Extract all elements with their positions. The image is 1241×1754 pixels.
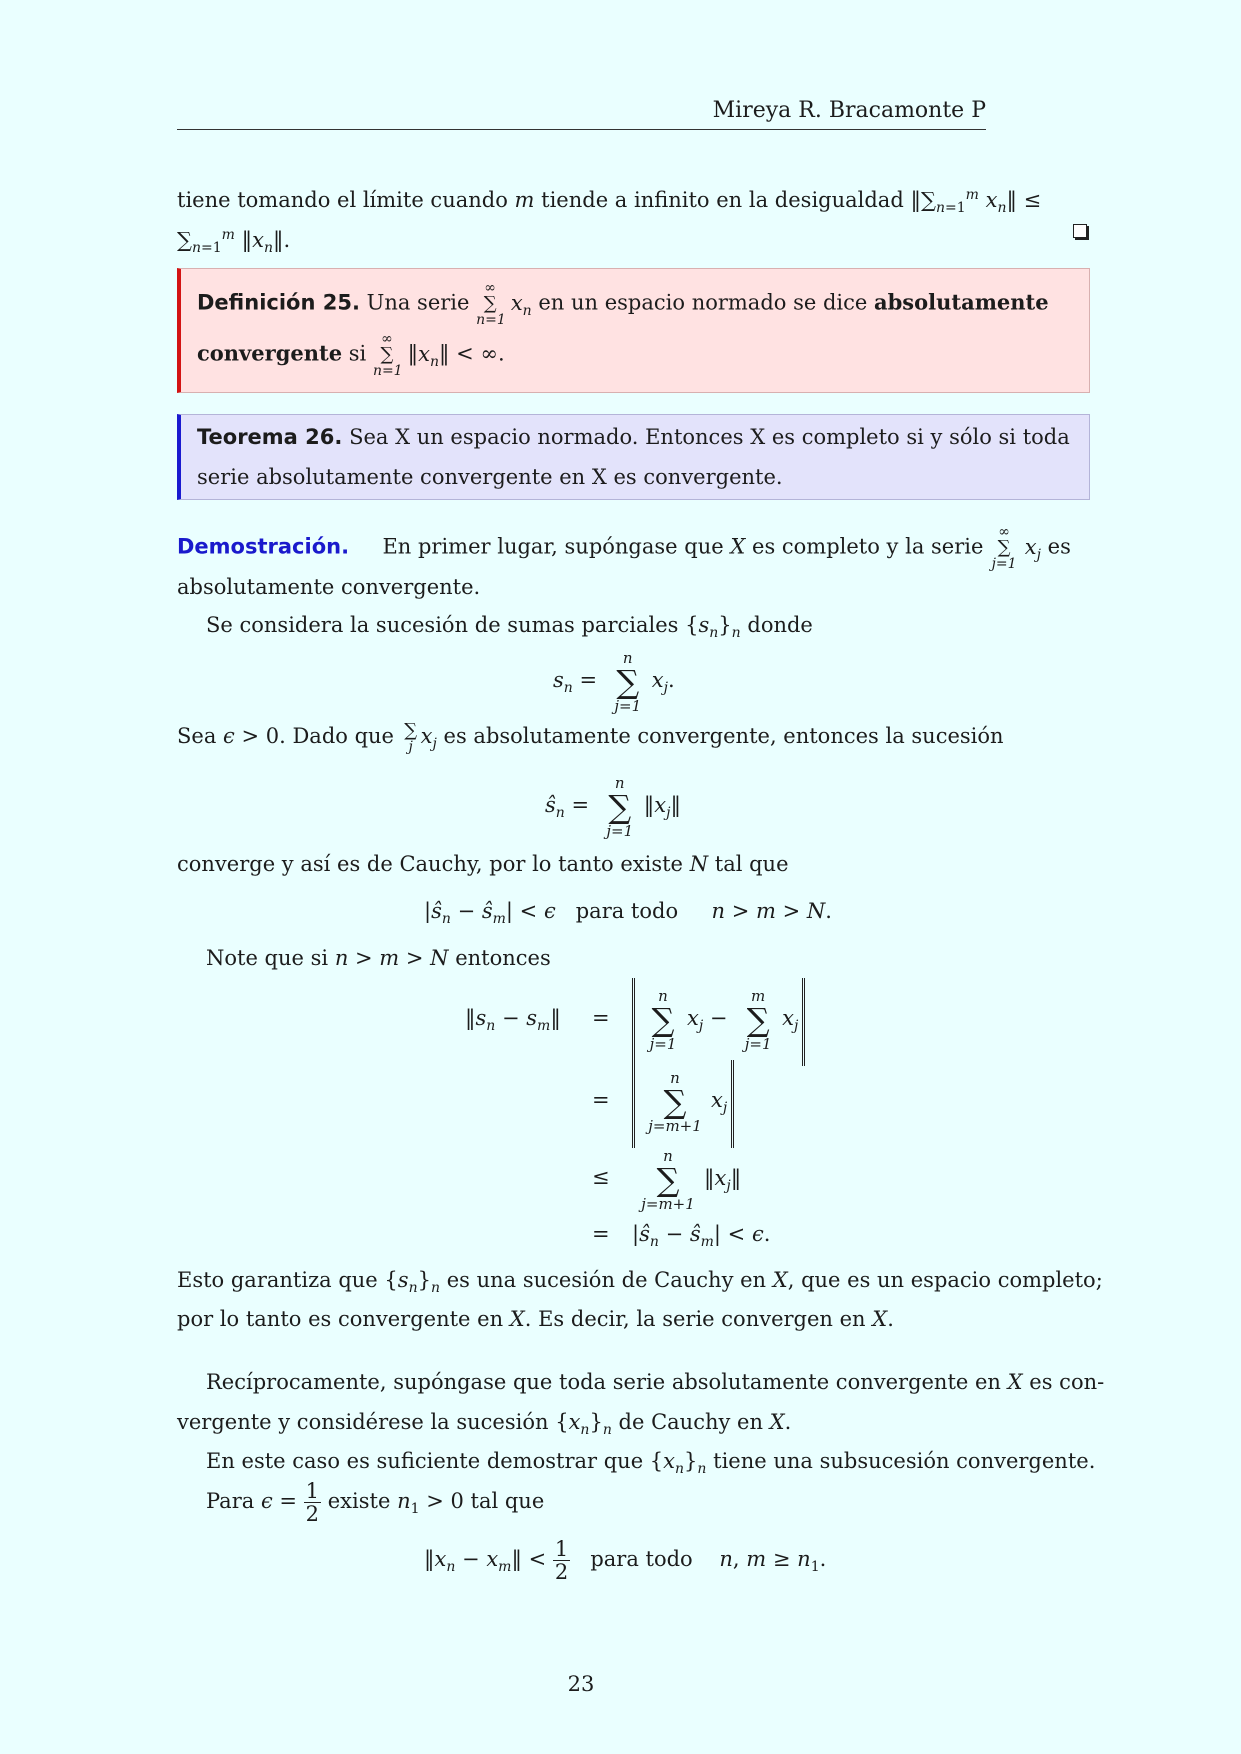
proof-text: converge y así es de Cauchy, por lo tanto existe — [177, 852, 683, 876]
intro-line-2: $\sum_{n=1}^m$ $‖x_n‖$. — [177, 227, 291, 257]
definition-bold-2: convergente — [197, 340, 343, 366]
sum-symbol: ∞ ∑ n=1 — [476, 280, 506, 328]
proof-line-8: por lo tanto es convergente en X. Es decir, la serie convergen en X. — [177, 1307, 894, 1331]
proof-text: tal que — [470, 1489, 545, 1513]
proof-text: tiene una subsucesión convergente. — [713, 1449, 1096, 1473]
proof-text: de Cauchy en — [618, 1410, 763, 1434]
definition-line-1: Definición 25. Una serie ∞ ∑ n=1 $x_n$ en un espacio normado se dice absolutamente — [197, 280, 1049, 328]
fraction-one-half: $\frac{1}{2}$ — [305, 1479, 320, 1526]
proof-text: Dado que — [292, 724, 394, 748]
proof-line-5: converge y así es de Cauchy, por lo tanto existe N tal que — [177, 852, 789, 876]
proof-text: Sea — [177, 724, 217, 748]
intro-text: tiene tomando el límite cuando — [177, 188, 508, 212]
proof-text: es absolutamente convergente, entonces la sucesión — [443, 724, 1004, 748]
proof-text: tal que — [714, 852, 789, 876]
sum-symbol: m ∑ j=1 — [744, 986, 772, 1053]
intro-inequality: $‖\sum_{n=1}^m$ $x_n‖$ ≤ — [910, 187, 1042, 217]
proof-text: Se considera la sucesión de sumas parciales — [206, 613, 679, 637]
theorem-line-1 — [197, 417, 1070, 457]
proof-text: En primer lugar, supóngase que — [382, 534, 724, 559]
proof-text: es con- — [1029, 1370, 1105, 1394]
proof-text: . Es decir, la serie convergen en — [524, 1307, 866, 1331]
proof-line-10: vergente y considérese la sucesión $\{x_n\}_n$ de Cauchy en X. — [177, 1410, 792, 1439]
equation-text: para todo — [590, 1547, 693, 1571]
proof-text: es completo y la serie — [752, 534, 984, 559]
proof-label: Demostración. — [177, 534, 350, 559]
align-rhs-2 — [632, 1060, 734, 1148]
definition-text-a: Una serie — [366, 290, 470, 315]
align-rhs-4: $|ŝ_n$ − $ŝ_m| < \epsilon$. — [632, 1222, 771, 1251]
align-eq-2: = — [592, 1088, 610, 1112]
sum-symbol: n ∑ j=1 — [614, 648, 642, 715]
qed-square-icon — [1073, 224, 1087, 238]
theorem-label: Teorema 26. — [197, 425, 343, 449]
theorem-text-1: Sea X un espacio normado. Entonces X es completo si y sólo si toda — [349, 425, 1070, 449]
definition-text-c: si — [348, 341, 367, 366]
proof-text: existe — [327, 1489, 391, 1513]
page-number: 23 — [567, 1672, 595, 1696]
proof-text: Recíprocamente, supóngase que toda serie absolutamente convergente en — [206, 1370, 1001, 1394]
norm-bars: n ∑ j=1 $x_j$ − m ∑ j=1 $x_j$ — [632, 978, 805, 1066]
proof-text: donde — [747, 613, 813, 637]
align-eq-4: = — [592, 1222, 610, 1246]
equation-sn: $s_n$ = n ∑ j=1 $x_j$. — [553, 648, 675, 715]
equation-cauchy: $|ŝ_n$ − $ŝ_m| < \epsilon$ para todo n > m > N. — [424, 899, 832, 928]
equation-sn-hat: $ŝ_n$ = n ∑ j=1 $‖x_j‖$ — [545, 773, 681, 840]
header-rule — [177, 129, 986, 130]
align-rhs-3: n ∑ j=m+1 $‖x_j‖$ — [632, 1140, 741, 1224]
proof-text: es una sucesión de Cauchy en — [446, 1268, 767, 1292]
proof-line-7: Esto garantiza que $\{s_n\}_n$ es una sucesión de Cauchy en X, que es un espacio completo; — [177, 1268, 1103, 1297]
proof-line-11: En este caso es suficiente demostrar que $\{x_n\}_n$ tiene una subsucesión convergente. — [206, 1449, 1096, 1478]
proof-text: Para — [206, 1489, 255, 1513]
sum-symbol: n ∑ j=1 — [606, 773, 634, 840]
align-eq-1: = — [592, 1006, 610, 1030]
proof-text: es — [1047, 534, 1071, 559]
proof-text: entonces — [455, 946, 551, 970]
sum-symbol: ∑ j — [404, 719, 418, 755]
running-header: Mireya R. Bracamonte P — [712, 98, 986, 123]
definition-bold-1: absolutamente — [874, 289, 1049, 315]
align-lhs: $‖s_n$ − $s_m‖$ — [465, 1006, 561, 1035]
proof-line-12: Para ϵ = $\frac{1}{2}$ existe $n_1 > 0$ tal que — [206, 1479, 545, 1526]
sum-symbol: ∞ ∑ n=1 — [372, 331, 403, 379]
theorem-box — [177, 414, 1090, 500]
definition-text-b: en un espacio normado se dice — [538, 290, 868, 315]
proof-line-2: absolutamente convergente. — [177, 575, 481, 599]
proof-line-9: Recíprocamente, supóngase que toda serie absolutamente convergente en X es con- — [206, 1370, 1105, 1394]
intro-line-1 — [177, 175, 1090, 228]
align-le-3: ≤ — [592, 1165, 610, 1189]
intro-var-m: m — [514, 188, 535, 212]
proof-text: Esto garantiza que — [177, 1268, 378, 1292]
proof-text: Note que si — [206, 946, 329, 970]
definition-box — [177, 268, 1090, 393]
sum-symbol: n ∑ j=1 — [649, 986, 677, 1053]
sum-symbol: n ∑ j=m+1 — [648, 1068, 702, 1135]
intro-text-rest: tiende a infinito en la desigualdad — [541, 188, 904, 212]
proof-text: vergente y considérese la sucesión — [177, 1410, 549, 1434]
equation-subsequence: $‖x_n$ − $x_m‖$ < $\frac{1}{2}$ para todo n, $m \ge n_1$. — [424, 1537, 827, 1584]
proof-line-6: Note que si n > m > N entonces — [206, 946, 551, 970]
proof-line-4: Sea ϵ > 0. Dado que ∑ j $x_j$ es absolutamente convergente, entonces la sucesión — [177, 719, 1004, 755]
align-rhs-1 — [632, 978, 805, 1066]
sum-symbol: n ∑ j=m+1 — [641, 1146, 695, 1213]
equation-text: para todo — [575, 899, 679, 923]
norm-bars: n ∑ j=m+1 $x_j$ — [632, 1060, 734, 1148]
fraction-one-half: $\frac{1}{2}$ — [554, 1537, 569, 1584]
definition-label: Definición 25. — [197, 290, 360, 315]
proof-text: En este caso es suficiente demostrar que — [206, 1449, 644, 1473]
theorem-line-2: serie absolutamente convergente en X es convergente. — [197, 465, 783, 489]
sum-symbol: ∞ ∑ j=1 — [991, 524, 1017, 572]
proof-line-1: Demostración. En primer lugar, supóngase que X es completo y la serie ∞ ∑ j=1 $x_j$ es — [177, 524, 1071, 572]
proof-text: por lo tanto es convergente en — [177, 1307, 504, 1331]
definition-line-2: convergente si ∞ ∑ n=1 $‖x_n‖$ < ∞. — [197, 331, 505, 379]
proof-line-3: Se considera la sucesión de sumas parciales $\{s_n\}_n$ donde — [206, 613, 813, 642]
proof-text: , que es un espacio completo; — [787, 1268, 1103, 1292]
